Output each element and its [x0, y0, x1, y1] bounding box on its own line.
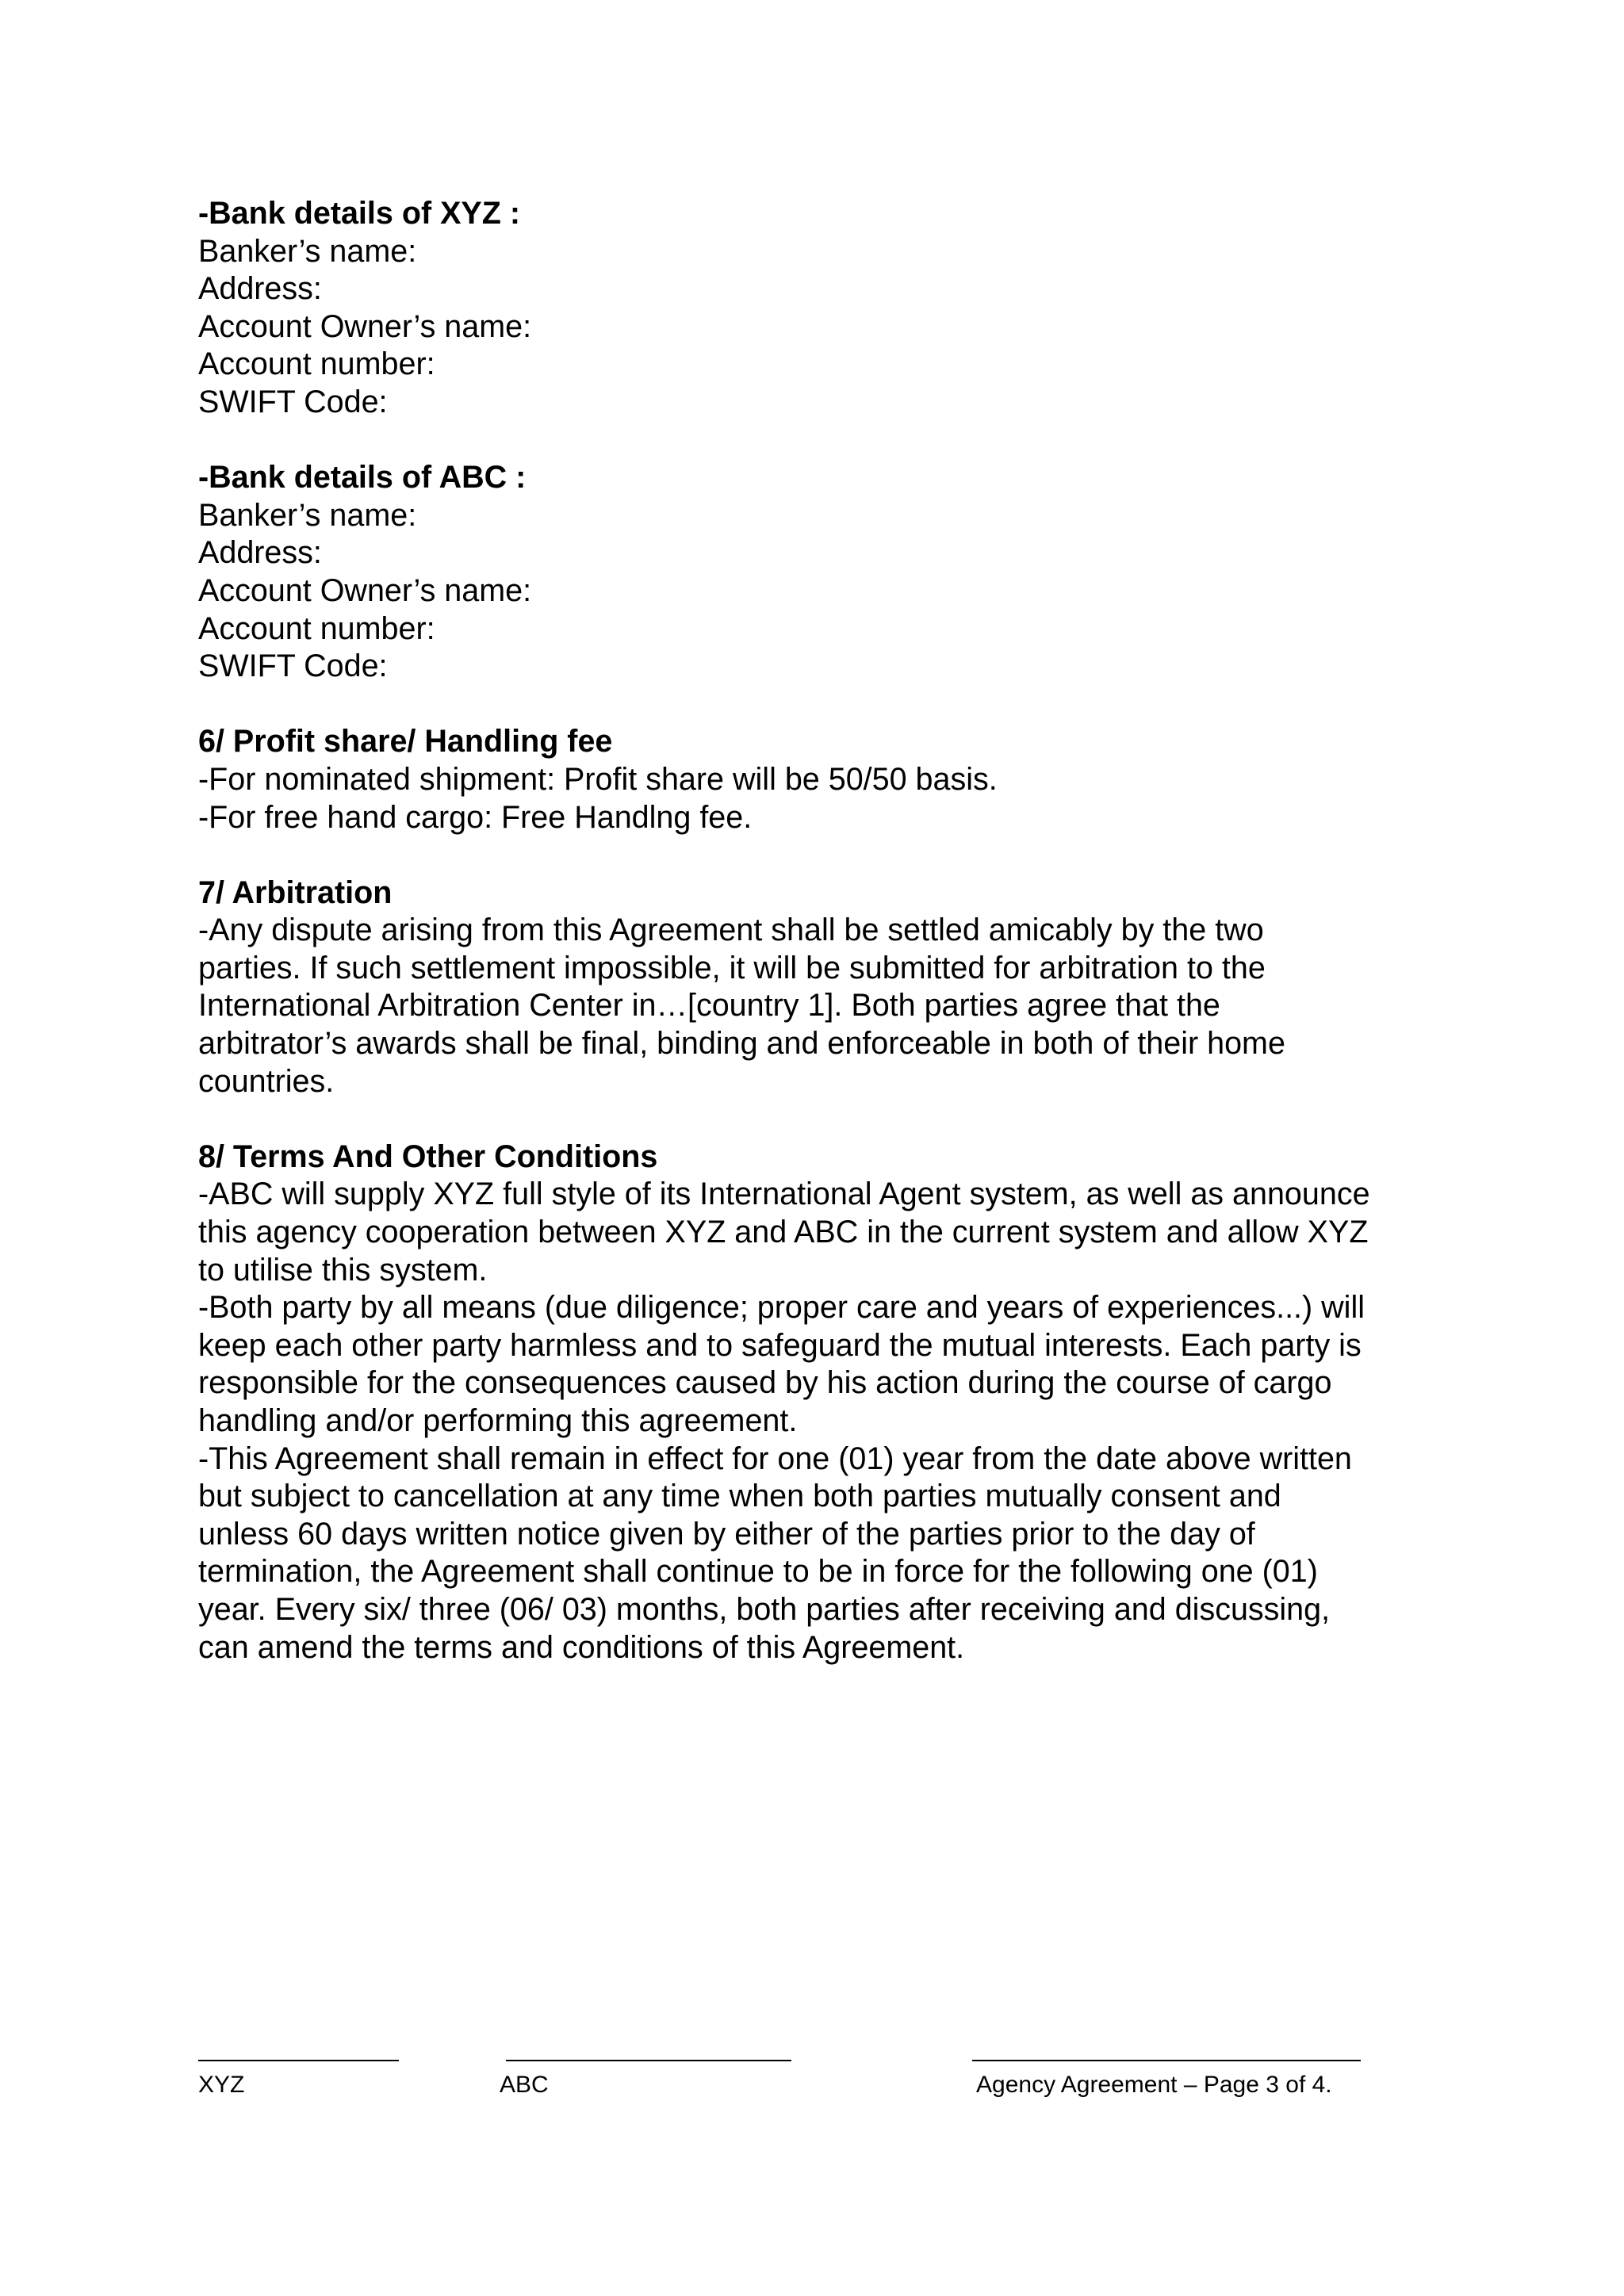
paragraph-line: -Both party by all means (due diligence; proper care and years of experiences...) will — [198, 1290, 1365, 1326]
paragraph-line: countries. — [198, 1063, 335, 1099]
bank-field-swift-code: SWIFT Code: — [198, 649, 388, 684]
footer-signature-lines — [0, 2060, 1624, 2063]
bank-details-xyz-heading: -Bank details of XYZ : — [198, 196, 521, 231]
page-number-label: Agency Agreement – Page 3 of 4. — [976, 2072, 1332, 2098]
bank-field-account-number: Account number: — [198, 346, 435, 382]
paragraph-line: unless 60 days written notice given by either of the parties prior to the day of — [198, 1516, 1255, 1552]
paragraph-line: International Arbitration Center in…[country 1]. Both parties agree that the — [198, 988, 1220, 1024]
bank-details-abc — [198, 459, 1443, 686]
bank-field-address: Address: — [198, 535, 322, 571]
bank-field-account-number: Account number: — [198, 610, 435, 646]
paragraph-line: arbitrator’s awards shall be final, binding and enforceable in both of their home — [198, 1026, 1285, 1062]
bank-field-account-owner: Account Owner’s name: — [198, 572, 532, 608]
paragraph-line: this agency cooperation between XYZ and ABC in the current system and allow XYZ — [198, 1215, 1369, 1250]
paragraph-line: to utilise this system. — [198, 1252, 488, 1288]
bank-field-banker-name: Banker’s name: — [198, 497, 417, 533]
section-arbitration — [198, 874, 1443, 1101]
paragraph-line: keep each other party harmless and to safeguard the mutual interests. Each party is — [198, 1327, 1362, 1363]
paragraph-line: but subject to cancellation at any time when both parties mutually consent and — [198, 1479, 1281, 1514]
bank-field-address: Address: — [198, 271, 322, 307]
section-terms — [198, 1138, 1443, 1667]
signature-line-xyz — [198, 2060, 399, 2061]
footer-label-xyz: XYZ — [198, 2072, 245, 2098]
paragraph-line: handling and/or performing this agreement. — [198, 1403, 798, 1438]
footer-label-abc: ABC — [500, 2072, 549, 2098]
document-body — [198, 195, 1443, 1667]
paragraph-line: parties. If such settlement impossible, it will be submitted for arbitration to the — [198, 950, 1266, 985]
bank-details-xyz — [198, 195, 1443, 422]
section-profit-share — [198, 723, 1443, 836]
bank-field-account-owner: Account Owner’s name: — [198, 308, 532, 344]
footer-rule-page — [972, 2060, 1361, 2061]
paragraph-line: termination, the Agreement shall continue to be in force for the following one (01) — [198, 1554, 1318, 1590]
paragraph-line: -Any dispute arising from this Agreement shall be settled amicably by the two — [198, 913, 1264, 948]
paragraph-line: -For free hand cargo: Free Handlng fee. — [198, 799, 753, 835]
paragraph-line: can amend the terms and conditions of this Agreement. — [198, 1629, 965, 1665]
bank-field-banker-name: Banker’s name: — [198, 233, 417, 269]
paragraph-line: year. Every six/ three (06/ 03) months, both parties after receiving and discussing, — [198, 1591, 1331, 1627]
signature-line-abc — [506, 2060, 791, 2061]
bank-details-abc-heading: -Bank details of ABC : — [198, 460, 527, 496]
section-heading-profit-share: 6/ Profit share/ Handling fee — [198, 724, 613, 760]
paragraph-line: responsible for the consequences caused by his action during the course of cargo — [198, 1365, 1332, 1401]
paragraph-line: -For nominated shipment: Profit share will be 50/50 basis. — [198, 761, 998, 797]
bank-field-swift-code: SWIFT Code: — [198, 384, 388, 419]
section-heading-terms: 8/ Terms And Other Conditions — [198, 1138, 658, 1174]
paragraph-line: -This Agreement shall remain in effect for one (01) year from the date above written — [198, 1441, 1352, 1476]
paragraph-line: -ABC will supply XYZ full style of its International Agent system, as well as announce — [198, 1177, 1370, 1212]
section-heading-arbitration: 7/ Arbitration — [198, 874, 393, 910]
